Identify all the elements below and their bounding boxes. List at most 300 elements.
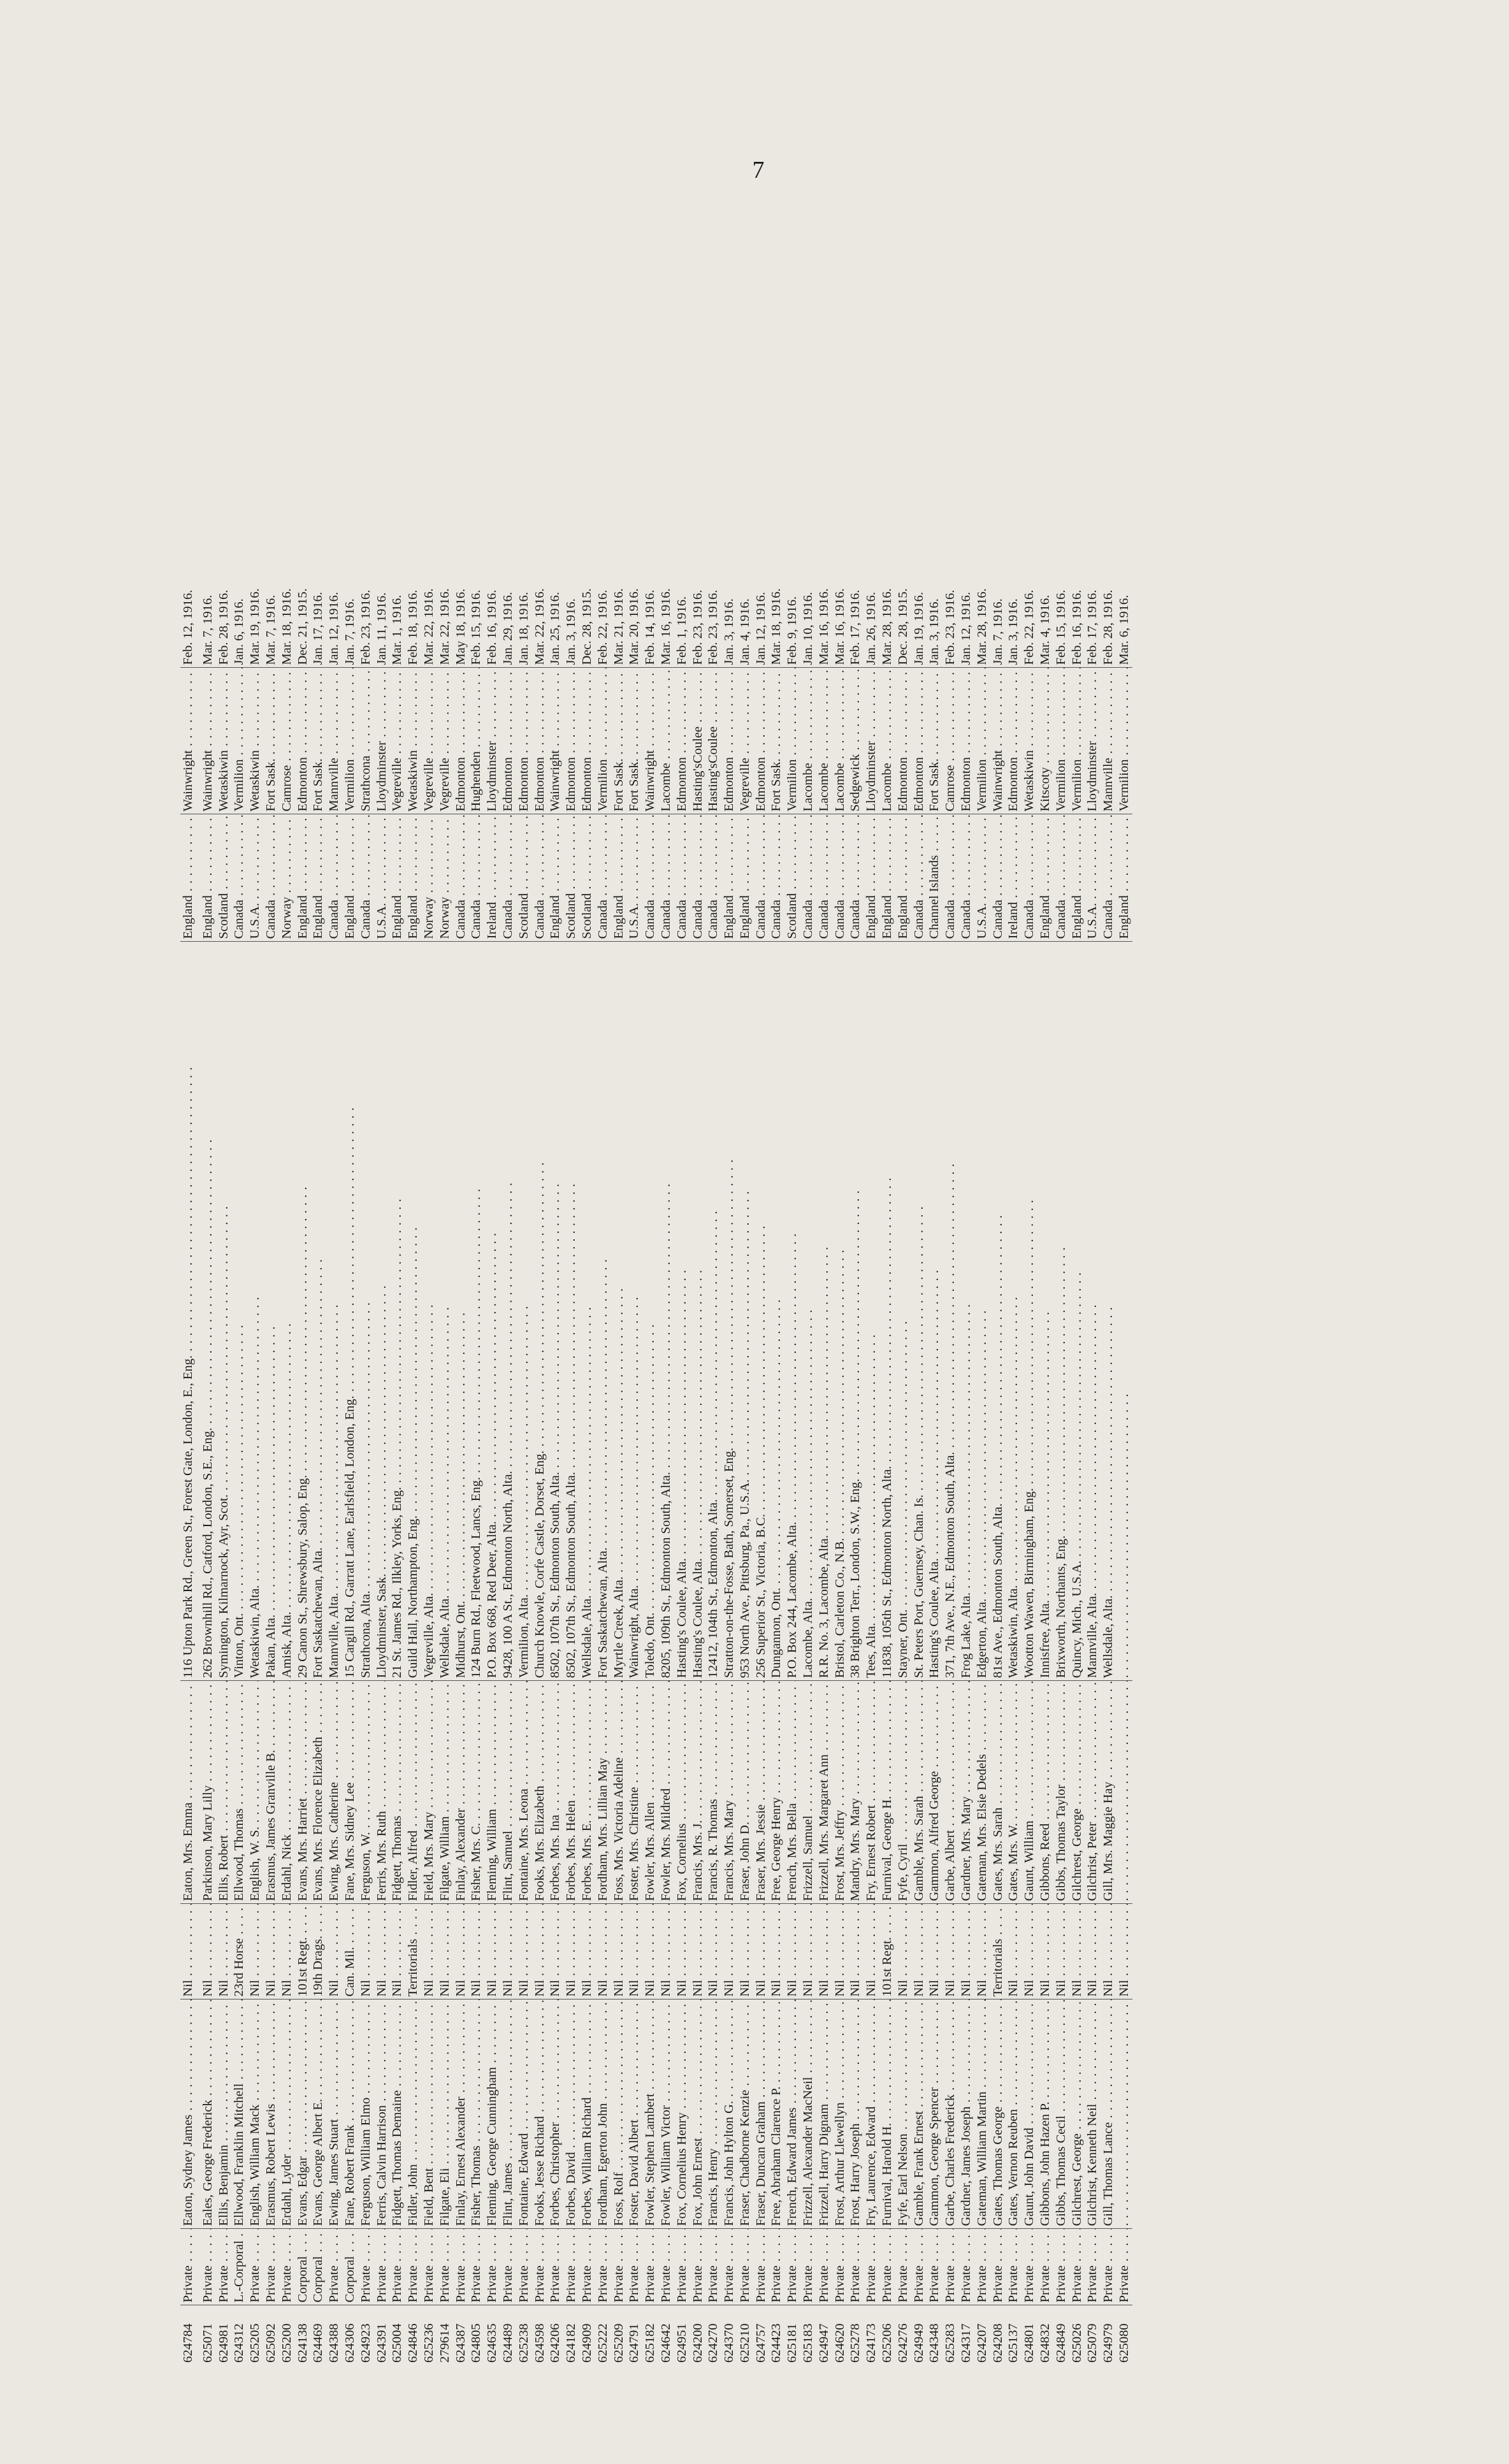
birth-country-cell: Canada . . . [769, 814, 784, 942]
regimental-number-cell: 625004 [390, 2323, 405, 2363]
rank-cell: Private . . . [1006, 2229, 1022, 2305]
enlistment-place-cell: Vegreville . . . [389, 668, 405, 814]
next-of-kin-address-cell: Myrtle Creek, Alta. . . . [611, 942, 627, 1681]
former-corps-cell: Nil . . . [216, 1904, 232, 1999]
enlistment-place-cell: Vegreville . . . [737, 668, 753, 814]
next-of-kin-cell: Flint, Samuel . . . [500, 1681, 516, 1904]
table-row [1085, 173, 1101, 2365]
rank-cell: Private . . . [247, 2229, 263, 2305]
next-of-kin-address-cell: Guild Hall, Northampton, Eng. . . . [405, 942, 421, 1681]
next-of-kin-cell: Gilchrist, Peter . . . [1085, 1681, 1101, 1904]
table-row [769, 173, 784, 2365]
former-corps-cell: Nil . . . [737, 1904, 753, 1999]
next-of-kin-cell: Ewing, Mrs. Catherine . . . [326, 1681, 342, 1904]
regimental-number-cell: 625137 [1006, 2323, 1021, 2363]
enlistment-date-cell: Mar. 18, 1916. [769, 173, 784, 668]
birth-country-cell: Canada . . . [595, 814, 611, 942]
former-corps-cell: Nil . . . [927, 1904, 942, 1999]
soldier-name-cell: Fane, Robert Frank . . . [342, 1999, 358, 2229]
enlistment-place-cell: Sedgewick . . . [848, 668, 863, 814]
enlistment-date-cell: Mar. 19, 1916. [247, 173, 263, 668]
birth-country-cell: Canada . . . [658, 814, 674, 942]
enlistment-date-cell: Mar. 22, 1916. [532, 173, 548, 668]
next-of-kin-cell: Gill, Mrs. Maggie Hay . . . [1101, 1681, 1116, 1904]
enlistment-place-cell: Mannville . . . [1101, 668, 1116, 814]
table-row [547, 173, 563, 2365]
soldier-name-cell: Fleming, George Cunningham . . . [484, 1999, 500, 2229]
regimental-number-cell: 624757 [753, 2323, 768, 2363]
enlistment-date-cell: Feb. 9, 1916. [784, 173, 800, 668]
former-corps-cell: Nil . . . [658, 1904, 674, 1999]
next-of-kin-address-cell: Hasting's Coulee, Alta. . . . [690, 942, 706, 1681]
former-corps-cell: Nil . . . [911, 1904, 927, 1999]
soldier-name-cell: Evans, Edgar . . . [295, 1999, 311, 2229]
rank-cell: Private . . . [848, 2229, 863, 2305]
rank-cell: Private . . . [1069, 2229, 1085, 2305]
table-row [1101, 173, 1116, 2365]
next-of-kin-address-cell: P.O. Box 668, Red Deer, Alta. . . . [484, 942, 500, 1681]
enlistment-date-cell: Jan. 3, 1916. [563, 173, 579, 668]
soldier-name-cell: Ellis, Benjamin . . . [216, 1999, 232, 2229]
regimental-number-cell: 624207 [974, 2323, 989, 2363]
soldier-name-cell: Fontaine, Edward . . . [516, 1999, 532, 2229]
soldier-name-cell: Frost, Arthur Llewellyn . . . [832, 1999, 848, 2229]
regimental-number-cell: 624801 [1022, 2323, 1037, 2363]
next-of-kin-cell: Ellis, Robert . . . [216, 1681, 232, 1904]
former-corps-cell: Nil . . . [484, 1904, 500, 1999]
next-of-kin-address-cell: Frog Lake, Alta. . . . [958, 942, 974, 1681]
former-corps-cell: Nil . . . [180, 1904, 200, 1999]
next-of-kin-cell: Ferguson, W. . . . [358, 1681, 374, 1904]
next-of-kin-address-cell: Wetaskiwin, Alta. . . . [247, 942, 263, 1681]
enlistment-date-cell: Jan. 18, 1916. [516, 173, 532, 668]
table-row [500, 173, 516, 2365]
birth-country-cell: England . . . [310, 814, 326, 942]
enlistment-place-cell: Edmonton . . . [721, 668, 737, 814]
enlistment-place-cell: Edmonton . . . [500, 668, 516, 814]
table-row [626, 173, 642, 2365]
table-row [1037, 173, 1053, 2365]
birth-country-cell: England . . . [1069, 814, 1085, 942]
soldier-name-cell: Francis, John Hylton G. . . . [721, 1999, 737, 2229]
soldier-name-cell: Ellwood, Franklin Mitchell . . . [231, 1999, 247, 2229]
soldier-name-cell: Francis, Henry . . . [705, 1999, 721, 2229]
rank-cell: Private . . . [263, 2229, 279, 2305]
next-of-kin-cell: Furnival, George H. . . . [879, 1681, 895, 1904]
soldier-name-cell: Furnival, Harold H. . . . [879, 1999, 895, 2229]
table-row [358, 173, 374, 2365]
regimental-number-cell: 624469 [311, 2323, 326, 2363]
former-corps-cell: Nil . . . [326, 1904, 342, 1999]
birth-country-cell: England . . . [721, 814, 737, 942]
former-corps-cell: Nil . . . [500, 1904, 516, 1999]
rank-cell: Private . . . [721, 2229, 737, 2305]
former-corps-cell: Nil . . . [753, 1904, 769, 1999]
next-of-kin-cell: Foss, Mrs. Victoria Adeline . . . [611, 1681, 627, 1904]
next-of-kin-cell: Fraser, John D. . . . [737, 1681, 753, 1904]
next-of-kin-address-cell: Church Knowle, Corfe Castle, Dorset, Eng. . . . [532, 942, 548, 1681]
regimental-number-cell: 624979 [1101, 2323, 1116, 2363]
next-of-kin-cell: French, Mrs. Bella . . . [784, 1681, 800, 1904]
birth-country-cell: England . . . [1116, 814, 1132, 942]
next-of-kin-cell: Frizzell, Mrs. Margaret Ann . . . [816, 1681, 832, 1904]
regimental-number-cell: 625092 [263, 2323, 278, 2363]
next-of-kin-address-cell: 38 Brighton Terr., London, S.W., Eng. . . . [848, 942, 863, 1681]
table-row [532, 173, 548, 2365]
enlistment-place-cell: Wainwright . . . [547, 668, 563, 814]
former-corps-cell: Nil . . . [848, 1904, 863, 1999]
former-corps-cell: Nil . . . [690, 1904, 706, 1999]
soldier-name-cell: Forbes, David . . . [563, 1999, 579, 2229]
next-of-kin-cell: Parkinson, Mary Lilly . . . [200, 1681, 216, 1904]
rank-cell: Private . . . [942, 2229, 958, 2305]
birth-country-cell: Norway . . . [421, 814, 437, 942]
table-row [911, 173, 927, 2365]
birth-country-cell: England . . . [180, 814, 200, 942]
soldier-name-cell: Frizzell, Harry Dignam . . . [816, 1999, 832, 2229]
table-row [216, 173, 232, 2365]
roll-body [180, 173, 1132, 2365]
enlistment-date-cell: Mar. 1, 1916. [389, 173, 405, 668]
rank-cell: Private . . . [990, 2229, 1006, 2305]
soldier-name-cell: Frost, Harry Joseph . . . [848, 1999, 863, 2229]
former-corps-cell: Nil . . . [958, 1904, 974, 1999]
rank-cell: Private . . . [832, 2229, 848, 2305]
soldier-name-cell: French, Edward James . . . [784, 1999, 800, 2229]
next-of-kin-address-cell: Amisk, Alta. . . . [279, 942, 295, 1681]
soldier-name-cell: Gibbons, John Hazen P. . . . [1037, 1999, 1053, 2229]
birth-country-cell: Canada . . . [832, 814, 848, 942]
enlistment-date-cell: Feb. 16, 1916. [1069, 173, 1085, 668]
former-corps-cell: Nil . . . [516, 1904, 532, 1999]
table-row [1069, 173, 1085, 2365]
soldier-name-cell: Fowler, William Victor . . . [658, 1999, 674, 2229]
next-of-kin-cell: Free, George Henry . . . [769, 1681, 784, 1904]
regimental-number-cell: 624138 [295, 2323, 310, 2363]
next-of-kin-address-cell: Pakan, Alta. . . . [263, 942, 279, 1681]
former-corps-cell: Nil . . . [784, 1904, 800, 1999]
soldier-name-cell: Erdahl, Lyder . . . [279, 1999, 295, 2229]
former-corps-cell: Nil . . . [816, 1904, 832, 1999]
enlistment-date-cell: Mar. 28, 1916. [974, 173, 990, 668]
next-of-kin-address-cell: Dungannon, Ont. . . . [769, 942, 784, 1681]
enlistment-place-cell: Hasting'sCoulee . . . [690, 668, 706, 814]
enlistment-place-cell: Vermilion . . . [342, 668, 358, 814]
next-of-kin-address-cell: 8502, 107th St., Edmonton South, Alta. . . . [547, 942, 563, 1681]
enlistment-date-cell: Mar. 7, 1916. [263, 173, 279, 668]
next-of-kin-cell: Fox, Cornelius . . . [674, 1681, 690, 1904]
next-of-kin-cell: Fidler, Alfred . . . [405, 1681, 421, 1904]
soldier-name-cell: Finlay, Ernest Alexander . . . [453, 1999, 469, 2229]
enlistment-place-cell: Lacombe . . . [816, 668, 832, 814]
birth-country-cell: Scotland . . . [579, 814, 595, 942]
next-of-kin-cell: Fowler, Mrs. Allen . . . [642, 1681, 658, 1904]
next-of-kin-address-cell: 262 Brownhill Rd., Catford, London, S.E., Eng. . . . [200, 942, 216, 1681]
rank-cell: Private . . . [690, 2229, 706, 2305]
enlistment-date-cell: Feb. 23, 1916. [705, 173, 721, 668]
soldier-name-cell: Filgate, Eli . . . [437, 1999, 453, 2229]
next-of-kin-cell: Fowler, Mrs. Mildred . . . [658, 1681, 674, 1904]
regimental-number-cell: 624909 [579, 2323, 594, 2363]
next-of-kin-cell: Gardner, Mrs. Mary . . . [958, 1681, 974, 1904]
birth-country-cell: Canada . . . [816, 814, 832, 942]
enlistment-place-cell: Lacombe . . . [800, 668, 816, 814]
regimental-number-cell: 624388 [327, 2323, 342, 2363]
next-of-kin-address-cell: 29 Canon St., Shrewsbury, Salop, Eng. . . . [295, 942, 311, 1681]
birth-country-cell: Canada . . . [642, 814, 658, 942]
enlistment-date-cell: Jan. 26, 1916. [863, 173, 879, 668]
soldier-name-cell: Forbes, William Richard . . . [579, 1999, 595, 2229]
enlistment-place-cell: Wainwright . . . [200, 668, 216, 814]
rank-cell: L.-Corporal . . . [231, 2229, 247, 2305]
soldier-name-cell: Eales, George Frederick . . . [200, 1999, 216, 2229]
next-of-kin-cell: Mandry, Mrs. Mary . . . [848, 1681, 863, 1904]
former-corps-cell: Nil . . . [358, 1904, 374, 1999]
rank-cell: Private . . . [974, 2229, 990, 2305]
regimental-number-cell: 625283 [943, 2323, 958, 2363]
former-corps-cell: Nil . . . [421, 1904, 437, 1999]
nominal-roll-table [180, 173, 1132, 2365]
enlistment-place-cell: Edmonton . . . [1006, 668, 1022, 814]
next-of-kin-address-cell: 12412, 104th St., Edmonton, Alta. . . . [705, 942, 721, 1681]
page-number: 7 [752, 157, 765, 184]
rank-cell: Corporal . . . [342, 2229, 358, 2305]
birth-country-cell: England . . . [879, 814, 895, 942]
next-of-kin-address-cell: Wainwright, Alta. . . . [626, 942, 642, 1681]
next-of-kin-address-cell: Brixworth, Northants, Eng. . . . [1053, 942, 1069, 1681]
enlistment-place-cell: Fort Sask. . . . [927, 668, 942, 814]
birth-country-cell: Canada . . . [705, 814, 721, 942]
enlistment-date-cell: Feb. 22, 1916. [1022, 173, 1037, 668]
rank-cell: Private . . . [1037, 2229, 1053, 2305]
enlistment-date-cell: Jan. 6, 1916. [231, 173, 247, 668]
next-of-kin-cell: Erasmus, James Granville B. . . . [263, 1681, 279, 1904]
enlistment-date-cell: Feb. 17, 1916. [1085, 173, 1101, 668]
enlistment-place-cell: Edmonton . . . [516, 668, 532, 814]
rank-cell: Private . . . [453, 2229, 469, 2305]
enlistment-date-cell: Mar. 4, 1916. [1037, 173, 1053, 668]
next-of-kin-address-cell: Vegreville, Alta. . . . [421, 942, 437, 1681]
soldier-name-cell: Fidler, John . . . [405, 1999, 421, 2229]
enlistment-date-cell: Mar. 16, 1916. [832, 173, 848, 668]
table-row [263, 173, 279, 2365]
next-of-kin-address-cell: Mannville, Alta. . . . [326, 942, 342, 1681]
former-corps-cell: Nil . . . [453, 1904, 469, 1999]
regimental-number-cell: 624805 [469, 2323, 484, 2363]
next-of-kin-cell: Gammon, Alfred George . . . [927, 1681, 942, 1904]
enlistment-date-cell: Feb. 1, 1916. [674, 173, 690, 668]
nominal-roll-table-rotated [180, 173, 1334, 2365]
birth-country-cell: Ireland . . . [1006, 814, 1022, 942]
enlistment-place-cell: Edmonton . . . [295, 668, 311, 814]
enlistment-place-cell: Fort Sask. . . . [611, 668, 627, 814]
table-row [231, 173, 247, 2365]
enlistment-date-cell: Jan. 3, 1916. [721, 173, 737, 668]
enlistment-place-cell: Edmonton . . . [674, 668, 690, 814]
former-corps-cell: Territorials . . . [990, 1904, 1006, 1999]
rank-cell: Private . . . [405, 2229, 421, 2305]
enlistment-date-cell: Feb. 18, 1916. [405, 173, 421, 668]
birth-country-cell: Canada . . . [500, 814, 516, 942]
next-of-kin-cell: Gates, Mrs. Sarah . . . [990, 1681, 1006, 1904]
next-of-kin-address-cell: Strathcona, Alta. . . . [358, 942, 374, 1681]
rank-cell: Private . . . [595, 2229, 611, 2305]
enlistment-date-cell: Feb. 17, 1916. [848, 173, 863, 668]
soldier-name-cell: Fraser, Chadborne Kenzie . . . [737, 1999, 753, 2229]
regimental-number-cell: 624489 [500, 2323, 515, 2363]
table-row [389, 173, 405, 2365]
enlistment-date-cell: Feb. 16, 1916. [484, 173, 500, 668]
next-of-kin-address-cell: Innisfree, Alta. . . . [1037, 942, 1053, 1681]
next-of-kin-cell: Gates, Mrs. W. . . . [1006, 1681, 1022, 1904]
former-corps-cell: 23rd Horse . . . [231, 1904, 247, 1999]
enlistment-place-cell: Edmonton . . . [453, 668, 469, 814]
rank-cell: Private . . . [626, 2229, 642, 2305]
birth-country-cell: U.S.A. . . . [374, 814, 390, 942]
soldier-name-cell: Gaunt, John David . . . [1022, 1999, 1037, 2229]
soldier-name-cell: Eaton, Sydney James . . . [180, 1999, 200, 2229]
next-of-kin-address-cell: Vermilion, Alta. . . . [516, 942, 532, 1681]
table-row [437, 173, 453, 2365]
enlistment-date-cell: Feb. 28, 1916. [1101, 173, 1116, 668]
next-of-kin-cell: Forbes, Mrs. E. . . . [579, 1681, 595, 1904]
enlistment-place-cell: Vermilion . . . [1069, 668, 1085, 814]
next-of-kin-cell: Gaunt, William . . . [1022, 1681, 1037, 1904]
rank-cell: Private . . . [674, 2229, 690, 2305]
next-of-kin-address-cell: 8205, 109th St., Edmonton South, Alta. . . . [658, 942, 674, 1681]
rank-cell: Private . . . [279, 2229, 295, 2305]
regimental-number-cell: 624348 [927, 2323, 942, 2363]
next-of-kin-cell: Field, Mrs. Mary . . . [421, 1681, 437, 1904]
enlistment-date-cell: Jan. 12, 1916. [326, 173, 342, 668]
birth-country-cell: England . . . [200, 814, 216, 942]
enlistment-place-cell: Kitscoty . . . [1037, 668, 1053, 814]
rank-cell: Private . . . [753, 2229, 769, 2305]
next-of-kin-cell: Francis, Mrs. J. . . . [690, 1681, 706, 1904]
enlistment-date-cell: Feb. 14, 1916. [642, 173, 658, 668]
rank-cell: Private . . . [1022, 2229, 1037, 2305]
rank-cell: Private . . . [216, 2229, 232, 2305]
former-corps-cell: Nil . . . [800, 1904, 816, 1999]
birth-country-cell: England . . . [1037, 814, 1053, 942]
next-of-kin-cell: Garbe, Albert . . . [942, 1681, 958, 1904]
next-of-kin-cell: Fraser, Mrs. Jessie . . . [753, 1681, 769, 1904]
birth-country-cell: Canada . . . [942, 814, 958, 942]
birth-country-cell: England . . . [611, 814, 627, 942]
birth-country-cell: Scotland . . . [516, 814, 532, 942]
rank-cell: Private . . . [705, 2229, 721, 2305]
rank-cell: Private . . . [516, 2229, 532, 2305]
birth-country-cell: England . . . [389, 814, 405, 942]
table-row [737, 173, 753, 2365]
former-corps-cell: Nil . . . [1006, 1904, 1022, 1999]
table-row [595, 173, 611, 2365]
rank-cell: Private . . . [547, 2229, 563, 2305]
regimental-number-cell: 624423 [769, 2323, 784, 2363]
enlistment-place-cell: Lacombe . . . [832, 668, 848, 814]
former-corps-cell: Nil . . . [595, 1904, 611, 1999]
enlistment-date-cell: Jan. 12, 1916. [753, 173, 769, 668]
soldier-name-cell: Fox, Cornelius Henry . . . [674, 1999, 690, 2229]
birth-country-cell: Scotland . . . [784, 814, 800, 942]
regimental-number-cell: 624270 [706, 2323, 721, 2363]
former-corps-cell: Can. Mil. . . . [342, 1904, 358, 1999]
next-of-kin-address-cell: Wootton Wawen, Birmingham, Eng. . . . [1022, 942, 1037, 1681]
birth-country-cell: Canada . . . [453, 814, 469, 942]
next-of-kin-cell: English, W. S. . . . [247, 1681, 263, 1904]
enlistment-date-cell: Mar. 22, 1916. [437, 173, 453, 668]
enlistment-date-cell: Mar. 22, 1916. [421, 173, 437, 668]
soldier-name-cell: Flint, James . . . [500, 1999, 516, 2229]
next-of-kin-cell: Fisher, Mrs. C. . . . [468, 1681, 484, 1904]
soldier-name-cell: Gateman, William Martin . . . [974, 1999, 990, 2229]
former-corps-cell: Nil . . . [721, 1904, 737, 1999]
table-row [579, 173, 595, 2365]
rank-cell: Private . . . [800, 2229, 816, 2305]
table-row [753, 173, 769, 2365]
table-row [310, 173, 326, 2365]
former-corps-cell: Nil . . . [832, 1904, 848, 1999]
rank-cell: Private . . . [816, 2229, 832, 2305]
rank-cell: Private . . . [180, 2229, 200, 2305]
rank-cell: Private . . . [895, 2229, 911, 2305]
former-corps-cell: Nil . . . [200, 1904, 216, 1999]
enlistment-place-cell: Vermilion . . . [231, 668, 247, 814]
enlistment-date-cell: Feb. 22, 1916. [595, 173, 611, 668]
next-of-kin-cell: Fyfe, Cyril . . . [895, 1681, 911, 1904]
regimental-number-cell: 624791 [627, 2323, 642, 2363]
birth-country-cell: Canada . . . [800, 814, 816, 942]
next-of-kin-cell: Fane, Mrs. Sidney Lee . . . [342, 1681, 358, 1904]
soldier-name-cell: English, William Mack . . . [247, 1999, 263, 2229]
former-corps-cell: Nil . . . [1053, 1904, 1069, 1999]
birth-country-cell: U.S.A. . . . [974, 814, 990, 942]
birth-country-cell: England . . . [895, 814, 911, 942]
next-of-kin-address-cell: Toledo, Ont. . . . [642, 942, 658, 1681]
former-corps-cell: Nil . . . [895, 1904, 911, 1999]
birth-country-cell: England . . . [547, 814, 563, 942]
next-of-kin-cell: Filgate, William . . . [437, 1681, 453, 1904]
enlistment-place-cell: Vegreville . . . [437, 668, 453, 814]
birth-country-cell: Canada . . . [532, 814, 548, 942]
next-of-kin-address-cell: 116 Upton Park Rd., Green St., Forest Gate, London, E., Eng. . . . [180, 942, 200, 1681]
next-of-kin-address-cell: 21 St. James Rd., Ilkley, Yorks, Eng. . . . [389, 942, 405, 1681]
next-of-kin-address-cell: 15 Cargill Rd., Garratt Lane, Earlsfield, London, Eng. . . . [342, 942, 358, 1681]
enlistment-place-cell: Camrose . . . [942, 668, 958, 814]
rank-cell: Private . . . [879, 2229, 895, 2305]
birth-country-cell: U.S.A. . . . [626, 814, 642, 942]
former-corps-cell: Nil . . . [1101, 1904, 1116, 1999]
next-of-kin-cell [1116, 1681, 1132, 1904]
birth-country-cell: Canada . . . [358, 814, 374, 942]
table-row [863, 173, 879, 2365]
enlistment-date-cell: Jan. 3, 1916. [927, 173, 942, 668]
enlistment-place-cell: Wainwright . . . [990, 668, 1006, 814]
enlistment-date-cell: Mar. 7, 1916. [200, 173, 216, 668]
next-of-kin-cell: Gateman, Mrs. Elsie Dedels . . . [974, 1681, 990, 1904]
enlistment-place-cell: Vegreville . . . [421, 668, 437, 814]
next-of-kin-address-cell: 371, 7th Ave., N.E., Edmonton South, Alta. . . . [942, 942, 958, 1681]
table-row [468, 173, 484, 2365]
soldier-name-cell: Ewing, James Stuart . . . [326, 1999, 342, 2229]
enlistment-date-cell: Feb. 15, 1916. [1053, 173, 1069, 668]
soldier-name-cell: Field, Bent . . . [421, 1999, 437, 2229]
former-corps-cell: Nil . . . [1085, 1904, 1101, 1999]
enlistment-date-cell: Jan. 7, 1916. [342, 173, 358, 668]
table-row [784, 173, 800, 2365]
next-of-kin-cell: Frost, Mrs. Jeffry . . . [832, 1681, 848, 1904]
next-of-kin-address-cell: Lacombe, Alta. . . . [800, 942, 816, 1681]
